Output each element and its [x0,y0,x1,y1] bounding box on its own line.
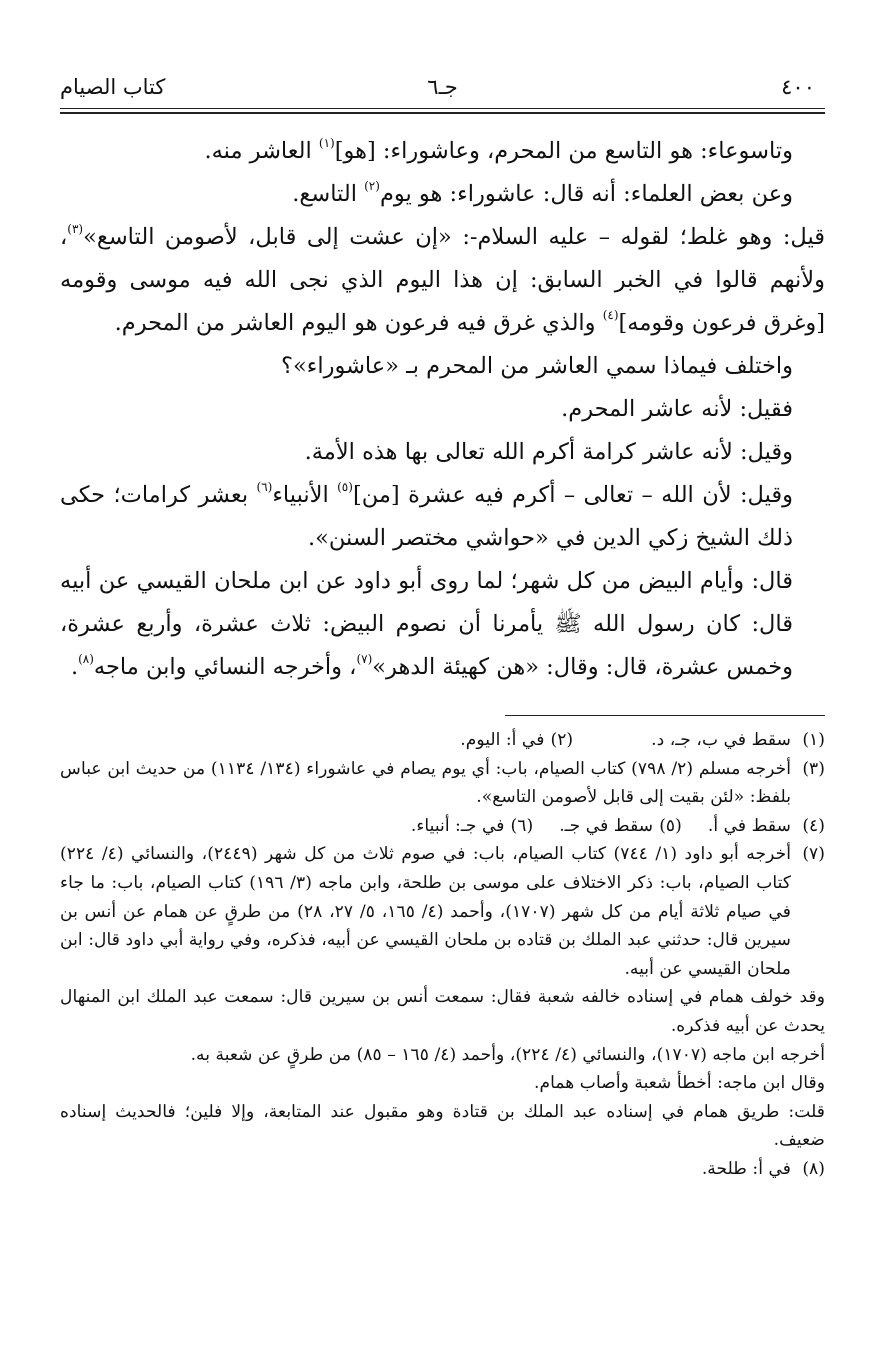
book-title: كتاب الصيام [60,75,166,99]
paragraph: وقيل: لأنه عاشر كرامة أكرم الله تعالى بها هذه الأمة. [304,439,793,465]
footnote [60,840,825,983]
footnote-number: (١) [802,730,825,750]
footnote-separator [505,715,825,716]
page-number: ٤٠٠ [781,75,815,99]
footnote [60,755,825,812]
footnote-number: (٢) [550,730,574,750]
footnote [60,812,825,841]
footnote-number: (٤) [802,815,825,836]
footnote-number: (٨) [802,1158,825,1179]
paragraph: فقيل: لأنه عاشر المحرم. [561,396,793,422]
footnote-ref: (٧) [356,652,373,666]
footnotes [60,726,825,1184]
paragraph: وعن بعض العلماء: أنه قال: عاشوراء: هو يوم$^{(٢)}$ التاسع. [292,179,793,207]
footnote-continuation [60,983,825,1155]
book-page [60,70,825,1184]
footnote-ref: (٦) [256,480,273,494]
footnote-text: أخرجه أبو داود (١/ ٧٤٤) كتاب الصيام، باب: في صوم ثلاث من كل شهر (٢٤٤٩)، والنسائي (٤/ ٢٢٤) كتاب الصيام، باب: ذكر الاختلاف على موسى بن طلحة، وابن ماجه (٣/ ١٩٦) كتاب الصيام، باب: ما جاء في صيام ثلاثة أيام من كل شهر (١٧٠٧)، وأحمد (٤/ ١٦٥، ٥/ ٢٧، ٢٨) من طرقٍ عن همام عن أنس بن سيرين قال: حدثني عبد الملك بن قتاده بن ملحان القيسي عن أبيه، فذكره، وفي رواية أبي داود قال: ابن ملحان القيسي عن أبيه. [60,844,792,979]
footnote-number: (٣) [802,758,825,779]
footnote-text: سقط في أ. [707,815,791,836]
footnote-number: (٦) [510,815,534,836]
footnote-text: سقط في جـ. [559,815,654,836]
footnote-text: أخرجه مسلم (٢/ ٧٩٨) كتاب الصيام، باب: أي يوم يصام في عاشوراء (١٣٤/ ١١٣٤) من حديث ابن عباس بلفظ: «لئن بقيت إلى قابل لأصومن التاسع». [60,758,791,808]
footnote-text: وقال ابن ماجه: أخطأ شعبة وأصاب همام. [534,1073,825,1094]
paragraph: وقيل: لأن الله – تعالى – أكرم فيه عشرة [من]$^{(٥)}$ الأنبياء$^{(٦)}$ بعشر كرامات؛ حكى ذلك الشيخ زكي الدين في «حواشي مختصر السنن». [60,480,793,551]
footnote-text: في أ: طلحة. [701,1158,791,1179]
footnote-ref: (٤) [602,308,619,322]
footnote-separator-wrap [60,715,825,716]
footnote-text: قلت: طريق همام في إسناده عبد الملك بن قتادة وهو مقبول عند المتابعة، وإلا فلين؛ فالحديث إسناده ضعيف. [60,1101,825,1151]
footnote-number: (٧) [802,844,825,865]
paragraph: وتاسوعاء: هو التاسع من المحرم، وعاشوراء: [هو]$^{(١)}$ العاشر منه. [204,136,793,164]
footnote [60,726,825,755]
footnote-number: (٥) [659,815,682,836]
footnote-ref: (٣) [67,222,84,236]
footnote-ref: (١) [318,136,335,150]
paragraph: قال: وأيام البيض من كل شهر؛ لما روى أبو داود عن ابن ملحان القيسي عن أبيه قال: كان رسول الله ﷺ يأمرنا أن نصوم البيض: ثلاث عشرة، وأربع عشرة، وخمس عشرة، قال: وقال: «هن كهيئة الدهر»$^{(٧)}$، وأخرجه النسائي وابن ماجه$^{(٨)}$. [60,568,793,680]
paragraph: قيل: وهو غلط؛ لقوله – عليه السلام-: «إن عشت إلى قابل، لأصومن التاسع»$^{(٣)}$، ولأنهم قالوا في الخبر السابق: إن هذا اليوم الذي نجى الله فيه موسى وقومه [وغرق فرعون وقومه]$^{(٤)}$ والذي غرق فيه فرعون هو اليوم العاشر من المحرم. [60,222,825,336]
footnote-text: في أ: اليوم. [460,730,545,750]
footnote-text: وقد خولف همام في إسناده خالفه شعبة فقال: سمعت أنس بن سيرين قال: سمعت عبد الملك ابن المنهال يحدث عن أبيه فذكره. [60,987,825,1036]
footnote-ref: (٥) [337,480,353,494]
footnote-text: سقط في ب، جـ، د. [651,730,791,750]
paragraph: واختلف فيماذا سمي العاشر من المحرم بـ «عاشوراء»؟ [281,353,793,379]
header-rule [60,108,825,114]
footnote-text: في جـ: أنبياء. [410,815,505,836]
footnote-ref: (٨) [78,652,94,666]
footnote [60,1155,825,1184]
running-header [60,70,825,106]
footnote-ref: (٢) [364,179,380,193]
volume-label: جـ٦ [427,75,458,99]
footnote-text: أخرجه ابن ماجه (١٧٠٧)، والنسائي (٤/ ٢٢٤)، وأحمد (٤/ ١٦٥ – ٨٥) من طرقٍ عن شعبة به. [190,1044,825,1065]
main-text [60,130,825,689]
